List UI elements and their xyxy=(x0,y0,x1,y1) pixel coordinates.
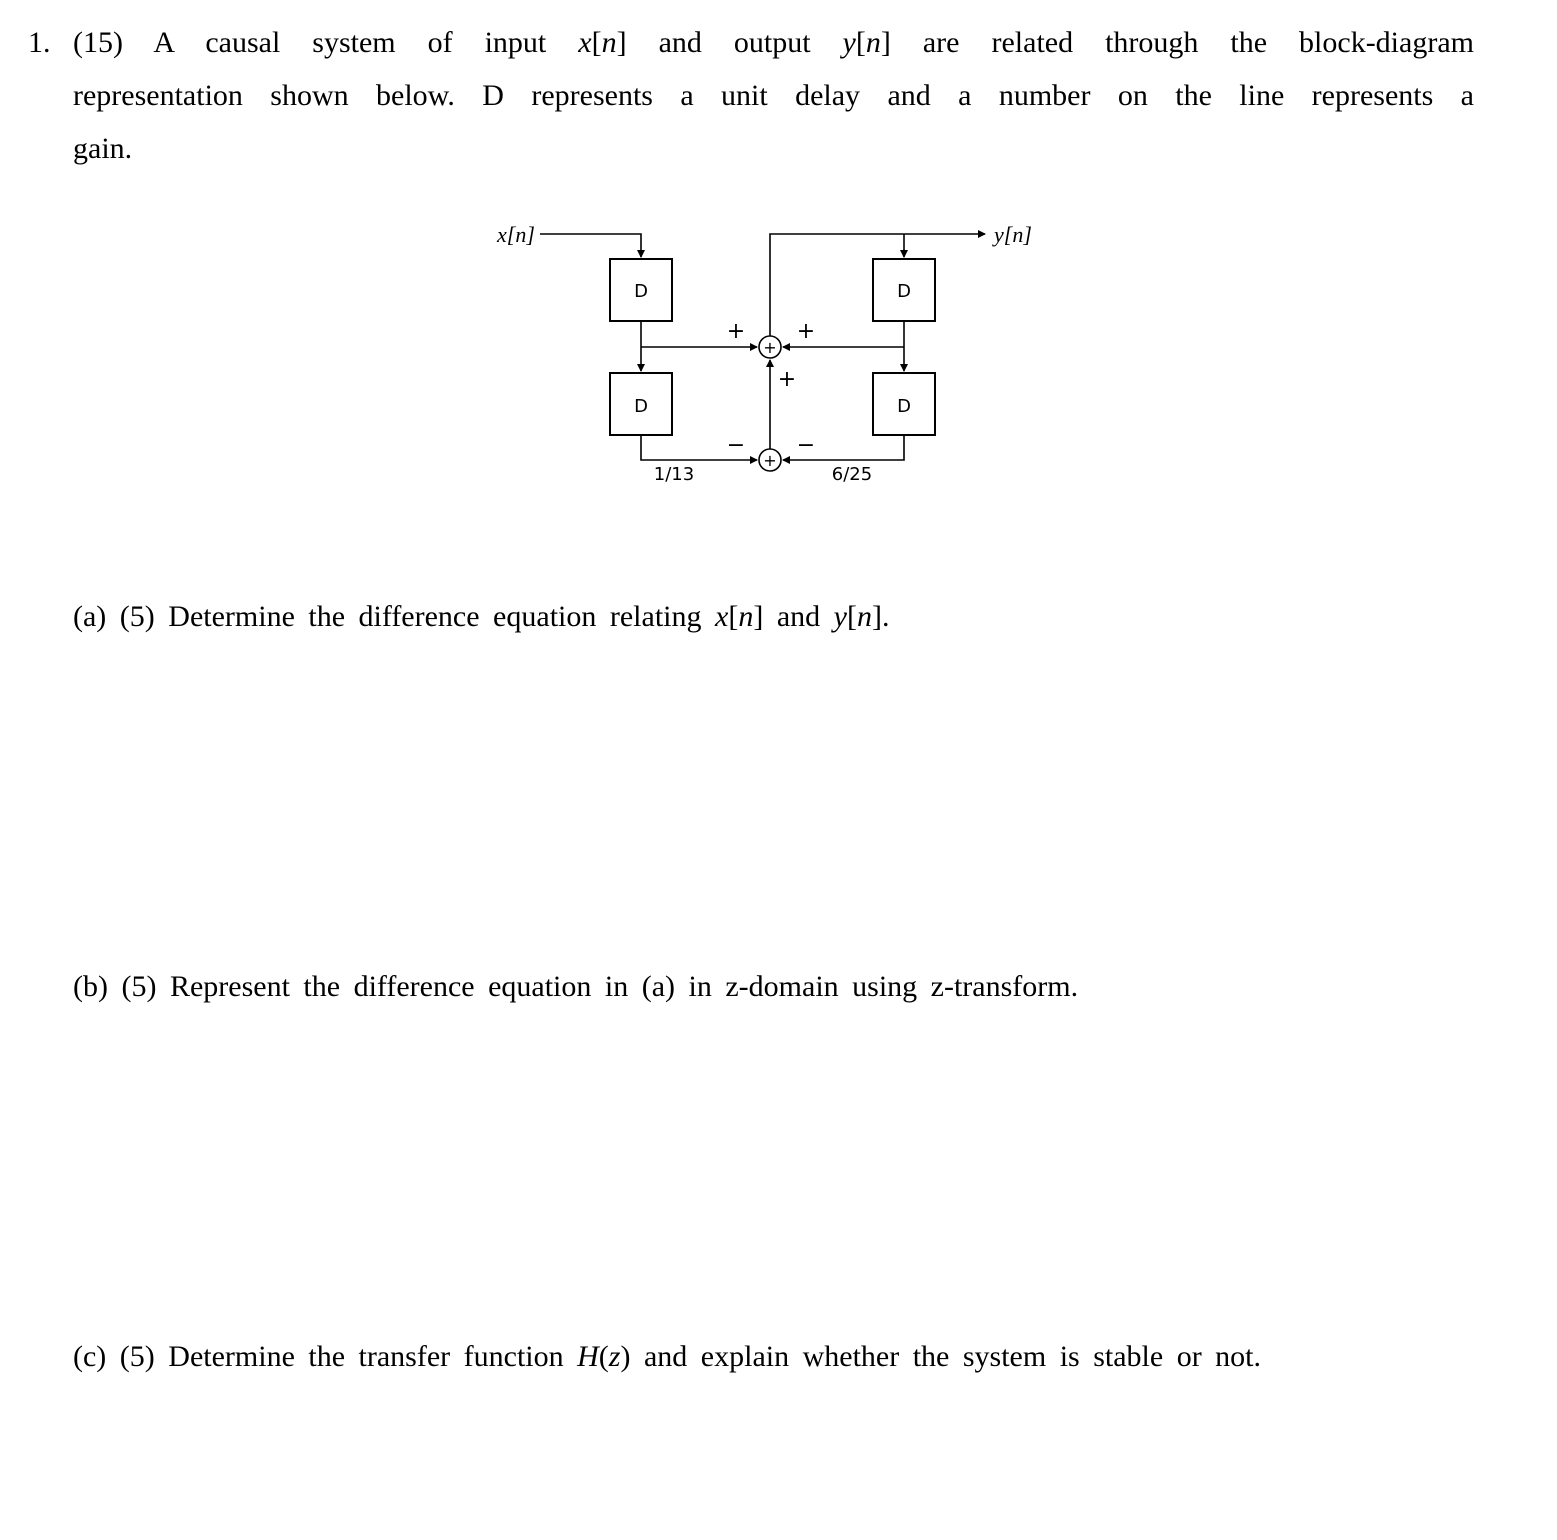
delay-label: D xyxy=(634,396,648,417)
part-c: (c) (5) Determine the transfer function H(z) and explain whether the system is stable or not. xyxy=(73,1340,1262,1373)
question-line-3: gain. xyxy=(73,132,133,165)
input-label: x[n] xyxy=(497,222,535,247)
delay-label: D xyxy=(634,281,648,302)
output-label: y[n] xyxy=(994,222,1032,247)
delay-label: D xyxy=(897,281,911,302)
part-b: (b) (5) Represent the difference equation in (a) in z-domain using z-transform. xyxy=(73,970,1079,1003)
sign-plus-bottom: + xyxy=(777,367,797,392)
adder-symbol: + xyxy=(763,451,777,470)
part-a: (a) (5) Determine the difference equation relating x[n] and y[n]. xyxy=(73,600,890,633)
sign-plus-right: + xyxy=(796,319,816,344)
input-line xyxy=(540,234,641,257)
gain-left-label: 1/13 xyxy=(653,464,695,485)
sign-minus-right: − xyxy=(796,433,816,458)
block-diagram xyxy=(0,0,1557,520)
delay-label: D xyxy=(897,396,911,417)
gain-right-label: 6/25 xyxy=(831,464,873,485)
question-line-2: representation shown below. D represents a unit delay and a number on the line represents a xyxy=(73,79,1474,112)
question-number: 1. xyxy=(28,26,51,59)
sign-minus-left: − xyxy=(726,433,746,458)
adder-symbol: + xyxy=(763,338,777,357)
sign-plus-left: + xyxy=(726,319,746,344)
question-line-1: (15) A causal system of input x[n] and output y[n] are related through the block-diagram xyxy=(73,26,1474,59)
